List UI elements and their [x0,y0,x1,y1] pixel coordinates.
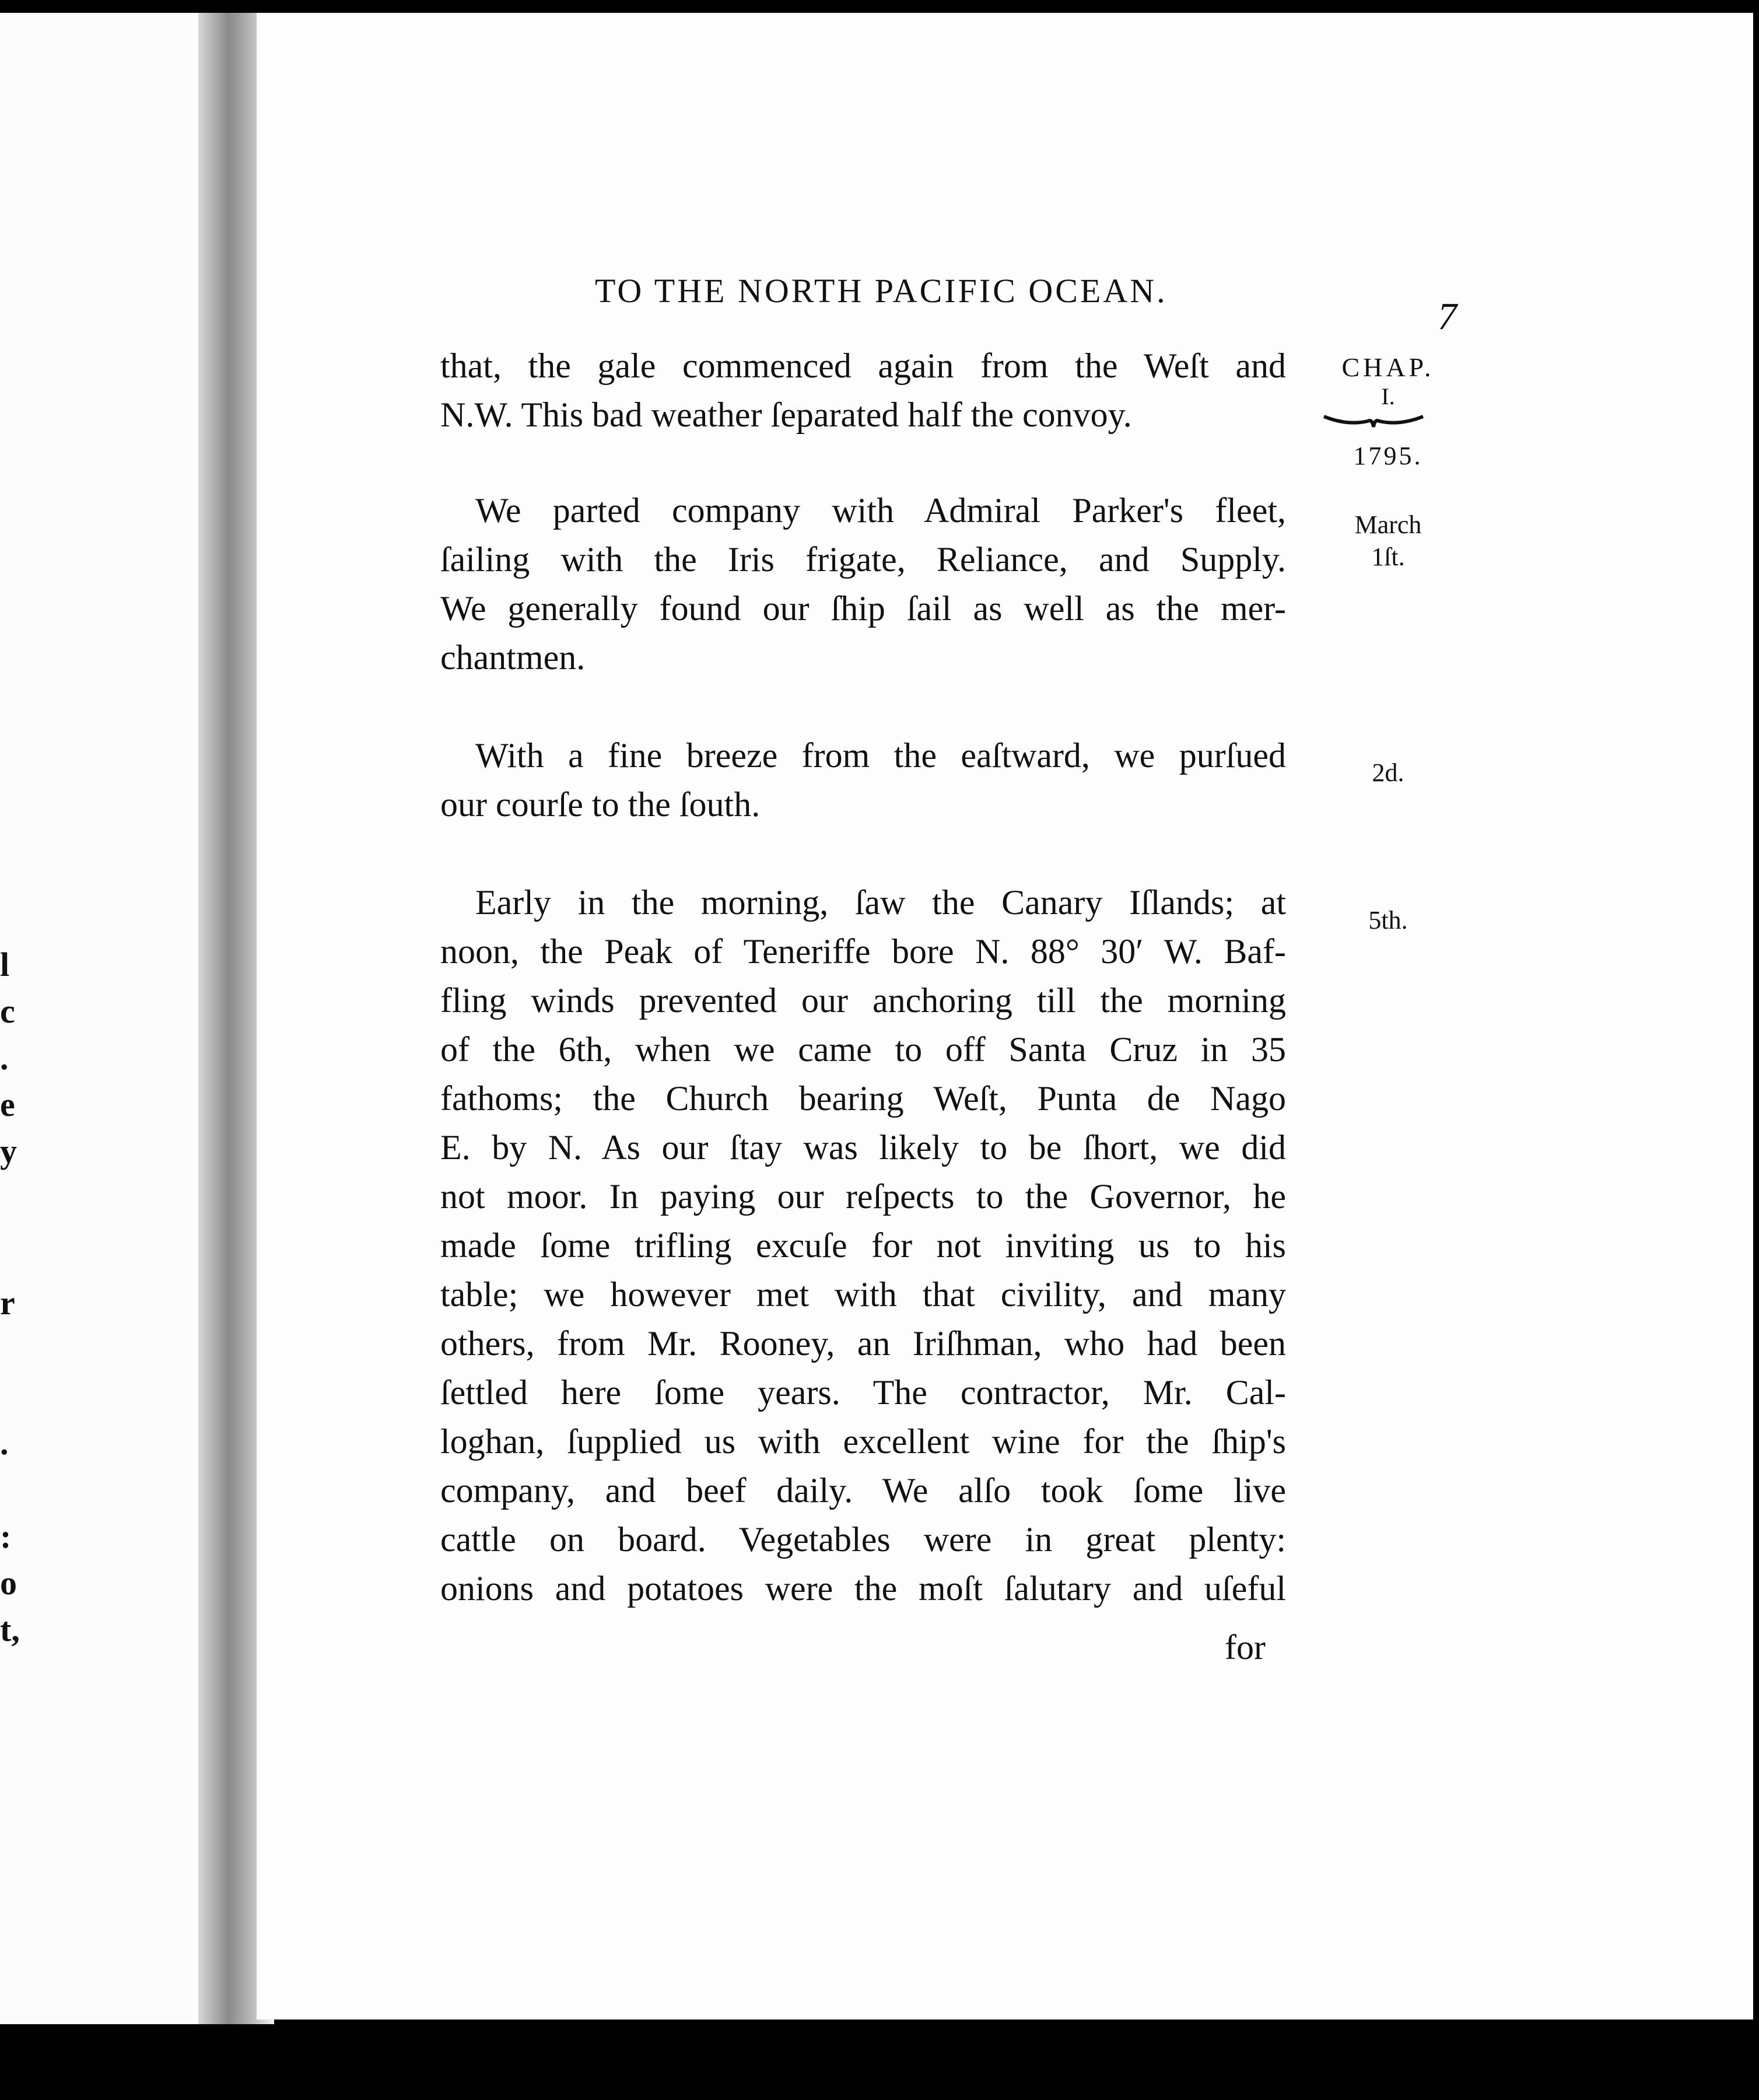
margin-year: 1795. [1353,442,1423,470]
text-line: ſettled here ſome years. The contractor, Mr. Cal- [440,1373,1286,1412]
margin-chapter-number: I. [1381,383,1395,410]
text-line: fathoms; the Church bearing Weſt, Punta de Nago [440,1079,1286,1118]
text-line: others, from Mr. Rooney, an Iriſhman, who had been [440,1324,1286,1363]
running-head: TO THE NORTH PACIFIC OCEAN. [595,272,1168,310]
text-line: cattle on board. Vegetables were in great plenty: [440,1520,1286,1559]
text-line: onions and potatoes were the moſt ſalutary and uſeful [440,1569,1286,1608]
text-line: table; we however met with that civility, and many [440,1275,1286,1314]
text-line: Early in the morning, ſaw the Canary Iſlands; at [475,883,1286,922]
text-line: made ſome trifling excuſe for not inviting us to his [440,1226,1286,1265]
facing-fragment: c [0,992,15,1030]
facing-fragment: . [0,1039,9,1077]
page-number: 7 [1438,295,1457,338]
text-line: We parted company with Admiral Parker's fleet, [475,491,1286,530]
facing-fragment: r [0,1284,15,1322]
facing-fragment: t, [0,1611,20,1648]
facing-fragment: . [0,1424,9,1462]
facing-fragment: o [0,1564,17,1602]
text-line: fling winds prevented our anchoring till the morning [440,981,1286,1020]
margin-chapter-label: CHAP. [1341,352,1435,382]
text-line: ſailing with the Iris frigate, Reliance, and Supply. [440,540,1286,579]
margin-date-march: March [1354,510,1422,539]
margin-date-second: 2d. [1372,758,1404,787]
text-line: company, and beef daily. We alſo took ſome live [440,1471,1286,1510]
facing-fragment: e [0,1086,15,1124]
text-line: E. by N. As our ſtay was likely to be ſhort, we did [440,1128,1286,1167]
text-line: that, the gale commenced again from the Weſt and [440,346,1286,385]
text-line: N.W. This bad weather ſeparated half the convoy. [440,396,1132,434]
facing-fragment: : [0,1517,12,1555]
catchword: for [1225,1628,1266,1667]
facing-fragment: y [0,1132,17,1170]
margin-date-fifth: 5th. [1368,906,1408,935]
paragraph [440,486,1286,682]
paragraph [440,878,1286,1613]
text-line: our courſe to the ſouth. [440,785,761,824]
paragraph [440,731,1286,829]
text-line: chantmen. [440,638,586,677]
text-line: not moor. In paying our reſpects to the Governor, he [440,1177,1286,1216]
text-line: We generally found our ſhip ſail as well as the mer- [440,589,1286,628]
body-text [440,341,1286,1613]
paragraph [440,341,1286,439]
text-line: loghan, ſupplied us with excellent wine for the ſhip's [440,1422,1286,1461]
facing-fragment: l [0,946,10,984]
brace-ornament [1321,408,1426,432]
text-line: of the 6th, when we came to off Santa Cruz in 35 [440,1030,1286,1069]
facing-page [0,13,210,2024]
text-line: noon, the Peak of Teneriffe bore N. 88° 30′ W. Baf- [440,932,1286,971]
text-line: With a fine breeze from the eaſtward, we purſued [475,736,1286,775]
margin-date-first: 1ſt. [1371,542,1405,571]
